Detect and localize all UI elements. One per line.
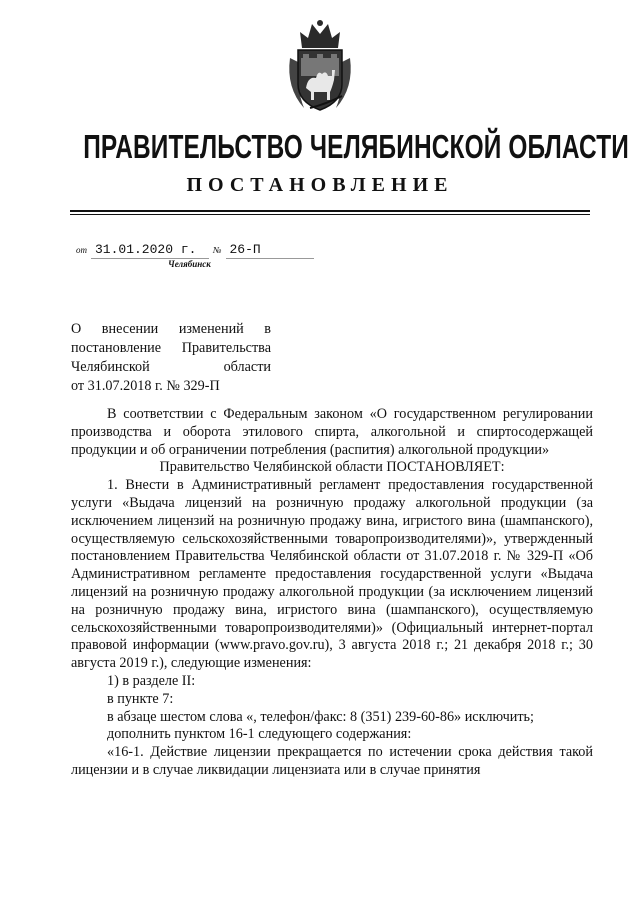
document-number: 26-П: [226, 242, 314, 259]
subitem-paragraph: 1) в разделе II:: [107, 672, 196, 689]
document-body: [71, 406, 593, 780]
subitem-paragraph: в абзаце шестом слова «, телефон/факс: 8 (351) 239-60-86» исключить;: [107, 708, 534, 725]
preamble-paragraph: В соответствии с Федеральным законом «О государственном регулировании производства и оборота этилового спирта, алкогольной и спиртосодержащей продукции и об ограничении потребления (распития) алкогольной продукции»: [71, 406, 593, 458]
document-date: 31.01.2020 г.: [91, 242, 209, 259]
number-label: №: [213, 245, 222, 255]
subject-line: постановление Правительства: [71, 340, 271, 356]
header-divider-thick: [70, 210, 590, 212]
document-meta-row: [76, 240, 314, 260]
header-divider-thin: [70, 214, 590, 215]
subject-line: О внесении изменений в: [71, 321, 271, 337]
quoted-paragraph: «16-1. Действие лицензии прекращается по истечении срока действия такой лицензии и в случае ликвидации лицензиата или в случае принятия: [71, 744, 593, 778]
subitem-paragraph: дополнить пунктом 16-1 следующего содержания:: [107, 726, 412, 743]
subject-line: от 31.07.2018 г. № 329-П: [71, 378, 220, 394]
city-name: Челябинск: [168, 259, 211, 269]
item-1-paragraph: 1. Внести в Административный регламент предоставления государственной услуги «Выдача лицензий на розничную продажу алкогольной продукции (за исключением лицензий на розничную продажу вина, игристого вина (шампанского), осуществляемую сельскохозяйственными товаропроизводителями)», утвержденный постановлением Правительства Челябинской области от 31.07.2018 г. № 329-П «Об Административном регламенте предоставления государственной услуги «Выдача лицензий на розничную продажу алкогольной продукции (за исключением лицензий на розничную продажу вина, игристого вина (шампанского), осуществляемую сельскохозяйственными товаропроизводителями)» (Официальный интернет-портал правовой информации (www.pravo.gov.ru), 3 августа 2018 г.; 21 декабря 2018 г.; 30 августа 2019 г.), следующие изменения:: [71, 477, 593, 672]
subitem-paragraph: в пункте 7:: [107, 690, 174, 707]
subject-line: Челябинской области: [71, 359, 271, 375]
resolution-statement: Правительство Челябинской области ПОСТАНОВЛЯЕТ:: [159, 459, 505, 476]
coat-of-arms-emblem: [286, 18, 354, 114]
date-label: от: [76, 245, 87, 255]
document-type-heading: ПОСТАНОВЛЕНИЕ: [186, 174, 454, 196]
government-title: ПРАВИТЕЛЬСТВО ЧЕЛЯБИНСКОЙ ОБЛАСТИ: [83, 128, 629, 165]
document-subject: [71, 320, 271, 396]
